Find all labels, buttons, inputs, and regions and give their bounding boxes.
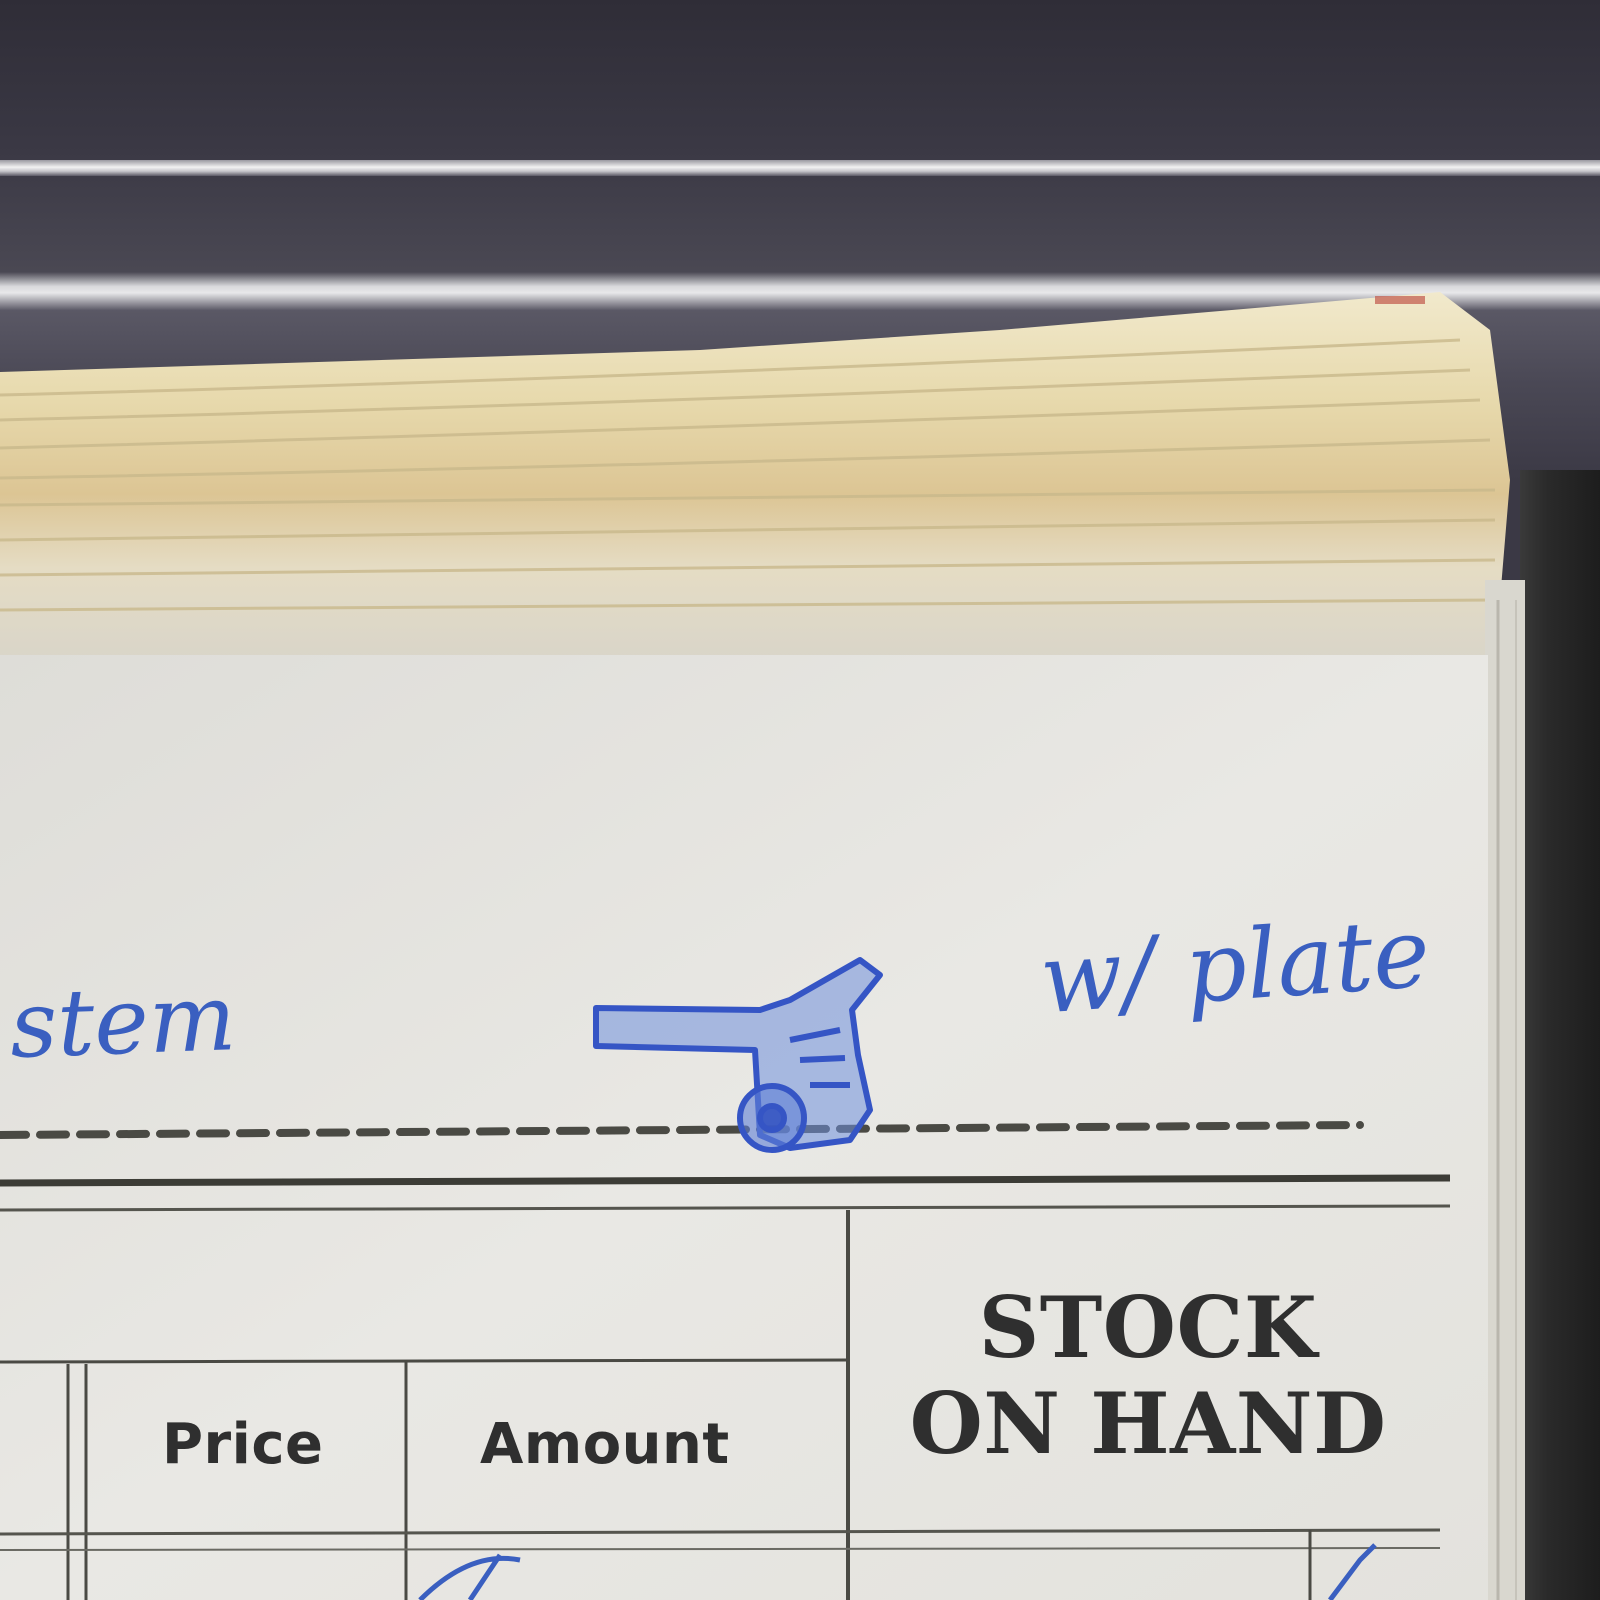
card-side-edge xyxy=(1485,580,1525,1600)
stock-header-line2: ON HAND xyxy=(909,1374,1387,1473)
header-rule-thick xyxy=(0,1178,1450,1183)
stock-header-line1: STOCK xyxy=(978,1278,1318,1377)
handwritten-plate-note: w/ plate xyxy=(1036,896,1434,1036)
column-split-line xyxy=(0,1360,848,1362)
handwritten-stem-note: stem xyxy=(8,964,238,1079)
stock-on-hand-header xyxy=(848,1280,1448,1472)
page-edge-red-mark xyxy=(1375,296,1425,304)
price-column-header: Price xyxy=(162,1412,324,1477)
amount-column-header: Amount xyxy=(480,1412,730,1477)
